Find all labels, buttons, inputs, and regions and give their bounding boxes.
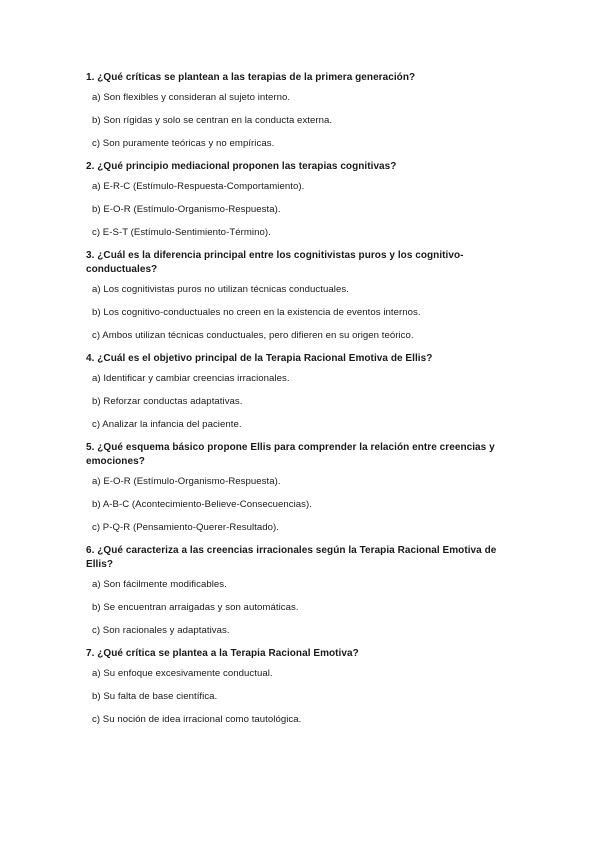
answer-option-a: a) E-O-R (Estímulo-Organismo-Respuesta). — [92, 476, 281, 487]
question-title: 7. ¿Qué crítica se plantea a la Terapia Racional Emotiva? — [86, 648, 359, 659]
answer-option-b: b) Son rígidas y solo se centran en la conducta externa. — [92, 115, 333, 126]
question-title: 6. ¿Qué caracteriza a las creencias irracionales según la Terapia Racional Emotiva de Ellis? — [86, 545, 497, 570]
answer-option-a: a) Son flexibles y consideran al sujeto interno. — [92, 92, 291, 103]
answer-option-b: b) Los cognitivo-conductuales no creen en la existencia de eventos internos. — [92, 307, 421, 318]
answer-option-b: b) Reforzar conductas adaptativas. — [92, 396, 243, 407]
answer-option-c: c) Ambos utilizan técnicas conductuales, pero difieren en su origen teórico. — [92, 330, 414, 341]
answer-option-b: b) E-O-R (Estímulo-Organismo-Respuesta). — [92, 204, 281, 215]
answer-option-a: a) Identificar y cambiar creencias irracionales. — [92, 373, 290, 384]
question-5 — [86, 441, 526, 534]
question-4 — [86, 352, 526, 431]
answer-option-c: c) Su noción de idea irracional como tautológica. — [92, 714, 302, 725]
question-6 — [86, 544, 526, 637]
question-title: 5. ¿Qué esquema básico propone Ellis para comprender la relación entre creencias y emociones? — [86, 442, 495, 467]
answer-option-a: a) Los cognitivistas puros no utilizan técnicas conductuales. — [92, 284, 349, 295]
answer-option-b: b) A-B-C (Acontecimiento-Believe-Consecuencias). — [92, 499, 312, 510]
answer-option-b: b) Su falta de base científica. — [92, 691, 218, 702]
answer-option-a: a) E-R-C (Estímulo-Respuesta-Comportamiento). — [92, 181, 305, 192]
answer-option-c: c) Son racionales y adaptativas. — [92, 625, 230, 636]
answer-option-a: a) Son fácilmente modificables. — [92, 579, 227, 590]
answer-option-c: c) P-Q-R (Pensamiento-Querer-Resultado). — [92, 522, 280, 533]
question-3 — [86, 249, 526, 342]
question-7 — [86, 647, 526, 726]
question-title: 2. ¿Qué principio mediacional proponen las terapias cognitivas? — [86, 161, 397, 172]
quiz-content — [86, 71, 526, 736]
answer-option-c: c) E-S-T (Estímulo-Sentimiento-Término). — [92, 227, 271, 238]
answer-option-a: a) Su enfoque excesivamente conductual. — [92, 668, 273, 679]
question-title: 1. ¿Qué críticas se plantean a las terapias de la primera generación? — [86, 72, 416, 83]
question-2 — [86, 160, 526, 239]
question-title: 3. ¿Cuál es la diferencia principal entre los cognitivistas puros y los cognitivo-conductuales? — [86, 250, 464, 275]
answer-option-b: b) Se encuentran arraigadas y son automáticas. — [92, 602, 299, 613]
question-title: 4. ¿Cuál es el objetivo principal de la Terapia Racional Emotiva de Ellis? — [86, 353, 433, 364]
answer-option-c: c) Son puramente teóricas y no empíricas. — [92, 138, 275, 149]
answer-option-c: c) Analizar la infancia del paciente. — [92, 419, 242, 430]
question-1 — [86, 71, 526, 150]
